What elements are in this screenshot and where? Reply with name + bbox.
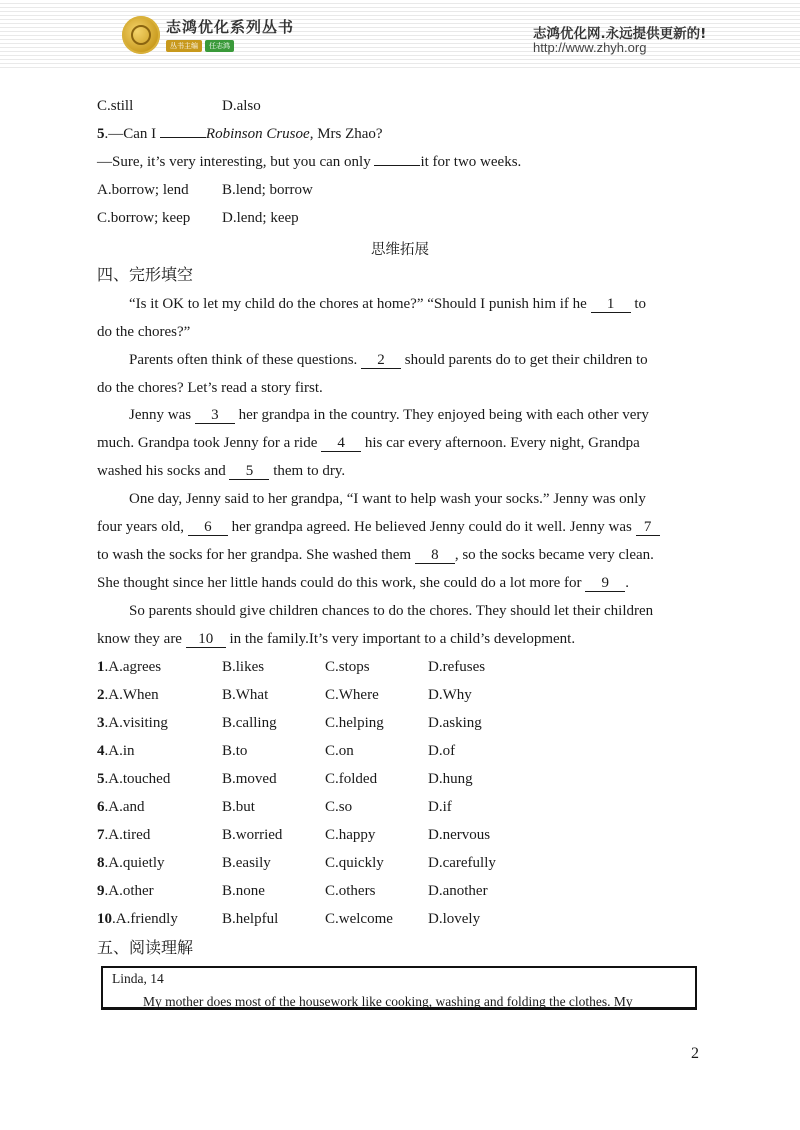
cloze-line: do the chores?” <box>97 324 191 340</box>
answer-blank <box>160 137 206 138</box>
cloze-blank: 5 <box>229 463 269 480</box>
extension-title: 思维拓展 <box>371 242 429 258</box>
passage-speaker: Linda, 14 <box>112 971 164 986</box>
page-header <box>0 0 800 70</box>
cloze-line: much. Grandpa took Jenny for a ride 4 his car every afternoon. Every night, Grandpa <box>97 435 640 451</box>
q5-line1: 5.—Can I Robinson Crusoe, Mrs Zhao? <box>97 126 383 142</box>
series-title: 志鸿优化系列丛书 <box>166 18 295 36</box>
cloze-blank: 4 <box>321 435 361 452</box>
cloze-blank: 2 <box>361 352 401 369</box>
cloze-blank: 8 <box>415 547 455 564</box>
cloze-blank: 7 <box>636 519 660 536</box>
header-slogan: 志鸿优化网.永远提供更新的! <box>533 26 707 42</box>
cloze-line: She thought since her little hands could do this work, she could do a lot more for 9 . <box>97 575 629 591</box>
cloze-line: to wash the socks for her grandpa. She washed them 8 , so the socks became very clean. <box>97 547 654 563</box>
cloze-line: do the chores? Let’s read a story first. <box>97 380 323 396</box>
cloze-heading: 四、完形填空 <box>97 265 194 284</box>
cloze-line: four years old, 6 her grandpa agreed. He believed Jenny could do it well. Jenny was 7 <box>97 517 660 537</box>
cloze-line: know they are 10 in the family.It’s very important to a child’s development. <box>97 631 576 647</box>
header-url: http://www.zhyh.org <box>533 40 647 55</box>
option: A.borrow; lend <box>97 182 189 198</box>
question-number: 5 <box>97 126 105 142</box>
series-logo-icon <box>122 16 160 54</box>
cloze-blank: 9 <box>585 575 625 592</box>
book-title: Robinson Crusoe <box>205 126 310 142</box>
cloze-blank: 6 <box>188 519 228 536</box>
cloze-line: Jenny was 3 her grandpa in the country. They enjoyed being with each other very <box>129 407 649 423</box>
q5-line2: —Sure, it’s very interesting, but you can only it for two weeks. <box>97 154 522 170</box>
reading-passage-box <box>101 966 697 1010</box>
cloze-line: So parents should give children chances to do the chores. They should let their children <box>129 603 654 619</box>
cloze-blank: 3 <box>195 407 235 424</box>
cloze-line: “Is it OK to let my child do the chores at home?” “Should I punish him if he 1 to <box>129 296 646 312</box>
option: D.lend; keep <box>222 210 299 226</box>
editor-label: 丛书主编 <box>166 40 202 52</box>
cloze-line: Parents often think of these questions. 2 should parents do to get their children to <box>129 352 648 368</box>
cloze-blank: 1 <box>591 296 631 313</box>
reading-heading: 五、阅读理解 <box>97 938 194 957</box>
passage-text: My mother does most of the housework like cooking, washing and folding the clothes. My <box>143 994 633 1009</box>
cloze-line: One day, Jenny said to her grandpa, “I want to help wash your socks.” Jenny was only <box>129 491 646 507</box>
answer-blank <box>374 165 420 166</box>
editor-tags <box>166 40 234 52</box>
page-number: 2 <box>691 1045 699 1062</box>
cloze-line: washed his socks and 5 them to dry. <box>97 463 346 479</box>
editor-name: 任志鸿 <box>205 40 234 52</box>
option: C.still <box>97 98 134 114</box>
option: B.lend; borrow <box>222 182 313 198</box>
option: D.also <box>222 98 261 114</box>
cloze-blank: 10 <box>186 631 226 648</box>
option: C.borrow; keep <box>97 210 191 226</box>
